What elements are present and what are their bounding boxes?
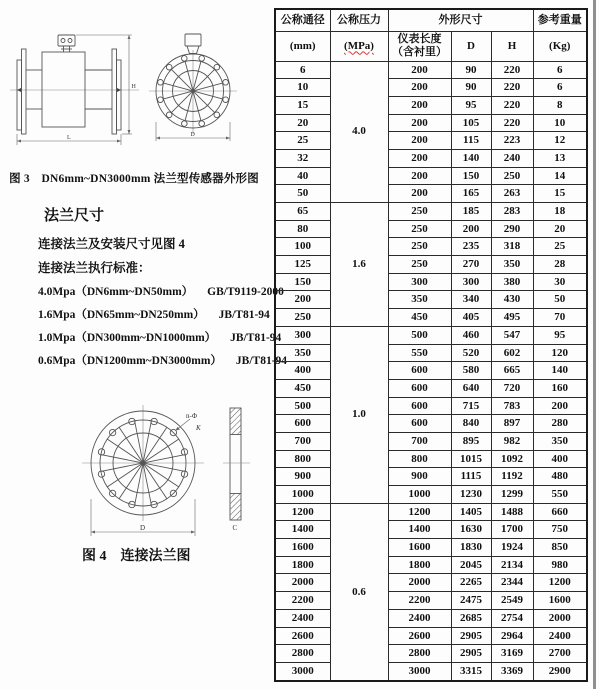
cell-d: 520 <box>451 344 491 362</box>
cell-dn: 1800 <box>275 556 330 574</box>
table-row <box>275 574 587 592</box>
table-row <box>275 486 587 504</box>
cell-d: 90 <box>451 79 491 97</box>
cell-d: 340 <box>451 291 491 309</box>
cell-dn: 800 <box>275 450 330 468</box>
header-dimensions: 外形尺寸 <box>388 9 533 31</box>
figure4-drawing <box>80 399 260 541</box>
cell-h: 2754 <box>491 609 533 627</box>
cell-length: 600 <box>388 379 451 397</box>
table-row <box>275 539 587 557</box>
standard-code: JB/T81-94 <box>235 355 288 367</box>
cell-dn: 1200 <box>275 503 330 521</box>
sensor-front-view <box>149 34 237 141</box>
cell-d: 115 <box>451 132 491 150</box>
table-row <box>275 556 587 574</box>
cell-h: 263 <box>491 185 533 203</box>
flange-standards-title: 连接法兰执行标准： <box>38 261 151 275</box>
cell-d: 105 <box>451 114 491 132</box>
bolt-circle-label: K <box>196 424 201 432</box>
standard-code: JB/T81-94 <box>218 309 270 321</box>
cell-h: 1299 <box>491 486 533 504</box>
table-row <box>275 521 587 539</box>
cell-length: 450 <box>388 309 451 327</box>
cell-d: 1015 <box>451 450 491 468</box>
cell-h: 380 <box>491 273 533 291</box>
cell-length: 700 <box>388 432 451 450</box>
cell-d: 2265 <box>451 574 491 592</box>
cell-dn: 40 <box>275 167 330 185</box>
cell-d: 1830 <box>451 539 491 557</box>
cell-dn: 2200 <box>275 592 330 610</box>
table-row <box>275 592 587 610</box>
dim-label-h: H <box>131 84 136 90</box>
sensor-side-view <box>10 35 139 145</box>
cell-h: 2549 <box>491 592 533 610</box>
cell-length: 1400 <box>388 521 451 539</box>
cell-weight: 550 <box>533 486 587 504</box>
cell-dn: 200 <box>275 291 330 309</box>
cell-weight: 30 <box>533 273 587 291</box>
cell-d: 840 <box>451 415 491 433</box>
cell-weight: 480 <box>533 468 587 486</box>
cell-weight: 12 <box>533 132 587 150</box>
page-edge-line <box>593 0 596 689</box>
cell-h: 283 <box>491 203 533 221</box>
figure4-caption: 图 4 连接法兰图 <box>82 549 191 564</box>
cell-dn: 80 <box>275 220 330 238</box>
cell-weight: 120 <box>533 344 587 362</box>
cell-length: 1000 <box>388 486 451 504</box>
cell-d: 185 <box>451 203 491 221</box>
cell-pressure: 1.6 <box>330 203 388 327</box>
cell-weight: 280 <box>533 415 587 433</box>
table-row <box>275 627 587 645</box>
cell-h: 223 <box>491 132 533 150</box>
cell-weight: 2000 <box>533 609 587 627</box>
cell-length: 500 <box>388 326 451 344</box>
cell-length: 200 <box>388 79 451 97</box>
cell-weight: 95 <box>533 326 587 344</box>
cell-length: 200 <box>388 149 451 167</box>
cell-weight: 2900 <box>533 662 587 681</box>
cell-weight: 6 <box>533 61 587 79</box>
cell-weight: 1600 <box>533 592 587 610</box>
cell-d: 1230 <box>451 486 491 504</box>
cell-dn: 1600 <box>275 539 330 557</box>
cell-length: 200 <box>388 167 451 185</box>
cell-length: 1800 <box>388 556 451 574</box>
flange-standard-line <box>38 306 274 322</box>
cell-dn: 32 <box>275 149 330 167</box>
header-length: 仪表长度 （含衬里） <box>388 31 451 61</box>
table-row <box>275 96 587 114</box>
cell-length: 2800 <box>388 645 451 663</box>
cell-dn: 900 <box>275 468 330 486</box>
cell-dn: 2400 <box>275 609 330 627</box>
cell-dn: 50 <box>275 185 330 203</box>
cell-dn: 700 <box>275 432 330 450</box>
cell-h: 220 <box>491 96 533 114</box>
header-pressure: 公称压力 <box>330 9 388 31</box>
header-pressure-unit: (MPa) <box>330 31 388 61</box>
table-row <box>275 645 587 663</box>
table-row <box>275 362 587 380</box>
cell-h: 495 <box>491 309 533 327</box>
table-row <box>275 309 587 327</box>
cell-length: 900 <box>388 468 451 486</box>
cell-d: 165 <box>451 185 491 203</box>
table-row <box>275 273 587 291</box>
table-row <box>275 344 587 362</box>
cell-dn: 3000 <box>275 662 330 681</box>
cell-d: 1405 <box>451 503 491 521</box>
cell-h: 602 <box>491 344 533 362</box>
cell-h: 3369 <box>491 662 533 681</box>
standard-range: 1.6Mpa（DN65mm~DN250mm） <box>38 309 205 321</box>
cell-weight: 850 <box>533 539 587 557</box>
cell-h: 1488 <box>491 503 533 521</box>
cell-weight: 2400 <box>533 627 587 645</box>
flange-standard-line <box>38 283 284 299</box>
cell-length: 600 <box>388 415 451 433</box>
cell-weight: 18 <box>533 203 587 221</box>
cell-length: 350 <box>388 291 451 309</box>
cell-weight: 15 <box>533 185 587 203</box>
cell-length: 2600 <box>388 627 451 645</box>
cell-weight: 28 <box>533 256 587 274</box>
bolt-count-label: n-Φ <box>186 412 197 420</box>
cell-dn: 2800 <box>275 645 330 663</box>
table-row <box>275 397 587 415</box>
table-row <box>275 220 587 238</box>
cell-dn: 2600 <box>275 627 330 645</box>
cell-d: 1115 <box>451 468 491 486</box>
cell-h: 220 <box>491 79 533 97</box>
cell-length: 200 <box>388 132 451 150</box>
standard-range: 4.0Mpa（DN6mm~DN50mm） <box>38 286 194 298</box>
flange-standard-line <box>38 352 288 368</box>
cell-length: 2200 <box>388 592 451 610</box>
cell-h: 2964 <box>491 627 533 645</box>
table-row <box>275 149 587 167</box>
cell-d: 140 <box>451 149 491 167</box>
cell-weight: 14 <box>533 167 587 185</box>
cell-d: 895 <box>451 432 491 450</box>
cell-dn: 250 <box>275 309 330 327</box>
cell-dn: 300 <box>275 326 330 344</box>
cell-length: 2000 <box>388 574 451 592</box>
cell-length: 250 <box>388 220 451 238</box>
cell-length: 550 <box>388 344 451 362</box>
cell-h: 1192 <box>491 468 533 486</box>
cell-length: 200 <box>388 96 451 114</box>
table-row <box>275 326 587 344</box>
cell-pressure: 1.0 <box>330 326 388 503</box>
flange-front-view <box>82 405 204 536</box>
cell-weight: 2700 <box>533 645 587 663</box>
flange-section-view <box>223 408 250 532</box>
header-dn: 公称通径 <box>275 9 330 31</box>
cell-dn: 100 <box>275 238 330 256</box>
cell-d: 2905 <box>451 627 491 645</box>
cell-weight: 8 <box>533 96 587 114</box>
cell-d: 200 <box>451 220 491 238</box>
table-row <box>275 132 587 150</box>
cell-d: 640 <box>451 379 491 397</box>
cell-d: 235 <box>451 238 491 256</box>
cell-weight: 13 <box>533 149 587 167</box>
cell-dn: 15 <box>275 96 330 114</box>
table-row <box>275 256 587 274</box>
cell-weight: 750 <box>533 521 587 539</box>
dim-label-d: D <box>140 524 146 532</box>
cell-length: 250 <box>388 203 451 221</box>
cell-d: 1630 <box>451 521 491 539</box>
cell-h: 1924 <box>491 539 533 557</box>
flange-intro-line: 连接法兰及安装尺寸见图 4 <box>38 237 185 251</box>
cell-dn: 6 <box>275 61 330 79</box>
cell-d: 2475 <box>451 592 491 610</box>
cell-d: 270 <box>451 256 491 274</box>
table-row <box>275 238 587 256</box>
cell-d: 3315 <box>451 662 491 681</box>
cell-length: 800 <box>388 450 451 468</box>
cell-dn: 20 <box>275 114 330 132</box>
cell-d: 460 <box>451 326 491 344</box>
cell-length: 2400 <box>388 609 451 627</box>
table-row <box>275 450 587 468</box>
cell-h: 220 <box>491 114 533 132</box>
left-column <box>0 0 288 565</box>
table-row <box>275 79 587 97</box>
cell-length: 600 <box>388 397 451 415</box>
header-weight: 参考重量 <box>533 9 587 31</box>
cell-h: 430 <box>491 291 533 309</box>
cell-length: 3000 <box>388 662 451 681</box>
cell-weight: 1200 <box>533 574 587 592</box>
cell-h: 2344 <box>491 574 533 592</box>
cell-h: 897 <box>491 415 533 433</box>
cell-dn: 400 <box>275 362 330 380</box>
cell-h: 1092 <box>491 450 533 468</box>
table-row <box>275 468 587 486</box>
cell-dn: 125 <box>275 256 330 274</box>
header-d: D <box>451 31 491 61</box>
cell-length: 200 <box>388 185 451 203</box>
table-row <box>275 61 587 79</box>
table-row <box>275 662 587 681</box>
flange-standard-line <box>38 329 282 345</box>
cell-length: 1600 <box>388 539 451 557</box>
cell-d: 90 <box>451 61 491 79</box>
standard-range: 0.6Mpa（DN1200mm~DN3000mm） <box>38 355 222 367</box>
cell-d: 150 <box>451 167 491 185</box>
cell-weight: 25 <box>533 238 587 256</box>
cell-length: 1200 <box>388 503 451 521</box>
table-row <box>275 432 587 450</box>
cell-h: 665 <box>491 362 533 380</box>
figure3-drawing <box>8 22 260 166</box>
cell-h: 318 <box>491 238 533 256</box>
cell-weight: 350 <box>533 432 587 450</box>
cell-d: 580 <box>451 362 491 380</box>
spec-table-body <box>275 61 587 681</box>
cell-d: 95 <box>451 96 491 114</box>
thickness-label: C <box>232 524 238 532</box>
cell-weight: 50 <box>533 291 587 309</box>
cell-h: 982 <box>491 432 533 450</box>
cell-dn: 65 <box>275 203 330 221</box>
table-row <box>275 503 587 521</box>
cell-dn: 25 <box>275 132 330 150</box>
figure3-caption: 图 3 DN6mm~DN3000mm 法兰型传感器外形图 <box>9 173 259 185</box>
standard-range: 1.0Mpa（DN300mm~DN1000mm） <box>38 332 217 344</box>
cell-weight: 140 <box>533 362 587 380</box>
cell-dn: 1400 <box>275 521 330 539</box>
cell-h: 783 <box>491 397 533 415</box>
dim-label-d: D <box>190 132 195 138</box>
cell-weight: 160 <box>533 379 587 397</box>
cell-length: 250 <box>388 238 451 256</box>
cell-h: 2134 <box>491 556 533 574</box>
cell-h: 290 <box>491 220 533 238</box>
cell-h: 250 <box>491 167 533 185</box>
header-weight-unit: (Kg) <box>533 31 587 61</box>
table-row <box>275 185 587 203</box>
cell-d: 2685 <box>451 609 491 627</box>
table-row <box>275 379 587 397</box>
standard-code: JB/T81-94 <box>230 332 282 344</box>
cell-dn: 500 <box>275 397 330 415</box>
cell-h: 720 <box>491 379 533 397</box>
cell-d: 2045 <box>451 556 491 574</box>
flange-section-heading: 法兰尺寸 <box>44 208 105 224</box>
cell-dn: 10 <box>275 79 330 97</box>
cell-d: 405 <box>451 309 491 327</box>
cell-dn: 2000 <box>275 574 330 592</box>
cell-weight: 70 <box>533 309 587 327</box>
cell-length: 600 <box>388 362 451 380</box>
cell-length: 300 <box>388 273 451 291</box>
cell-dn: 600 <box>275 415 330 433</box>
table-row <box>275 114 587 132</box>
cell-d: 2905 <box>451 645 491 663</box>
spec-table-header <box>275 9 587 61</box>
cell-length: 250 <box>388 256 451 274</box>
cell-weight: 200 <box>533 397 587 415</box>
cell-weight: 980 <box>533 556 587 574</box>
cell-h: 220 <box>491 61 533 79</box>
cell-dn: 450 <box>275 379 330 397</box>
cell-weight: 10 <box>533 114 587 132</box>
table-row <box>275 291 587 309</box>
table-row <box>275 203 587 221</box>
table-row <box>275 167 587 185</box>
cell-h: 240 <box>491 149 533 167</box>
cell-dn: 1000 <box>275 486 330 504</box>
cell-dn: 150 <box>275 273 330 291</box>
cell-pressure: 0.6 <box>330 503 388 681</box>
cell-h: 1700 <box>491 521 533 539</box>
header-dn-unit: (mm) <box>275 31 330 61</box>
cell-weight: 400 <box>533 450 587 468</box>
cell-h: 350 <box>491 256 533 274</box>
cell-h: 547 <box>491 326 533 344</box>
cell-d: 715 <box>451 397 491 415</box>
cell-d: 300 <box>451 273 491 291</box>
cell-length: 200 <box>388 61 451 79</box>
dim-label-l: L <box>67 135 71 141</box>
cell-h: 3169 <box>491 645 533 663</box>
cell-pressure: 4.0 <box>330 61 388 203</box>
spec-table <box>274 8 588 682</box>
cell-weight: 660 <box>533 503 587 521</box>
header-h: H <box>491 31 533 61</box>
cell-weight: 6 <box>533 79 587 97</box>
cell-weight: 20 <box>533 220 587 238</box>
standard-code: GB/T9119-2000 <box>207 286 284 298</box>
table-row <box>275 415 587 433</box>
cell-dn: 350 <box>275 344 330 362</box>
table-row <box>275 609 587 627</box>
junction-box <box>58 35 75 52</box>
cell-length: 200 <box>388 114 451 132</box>
